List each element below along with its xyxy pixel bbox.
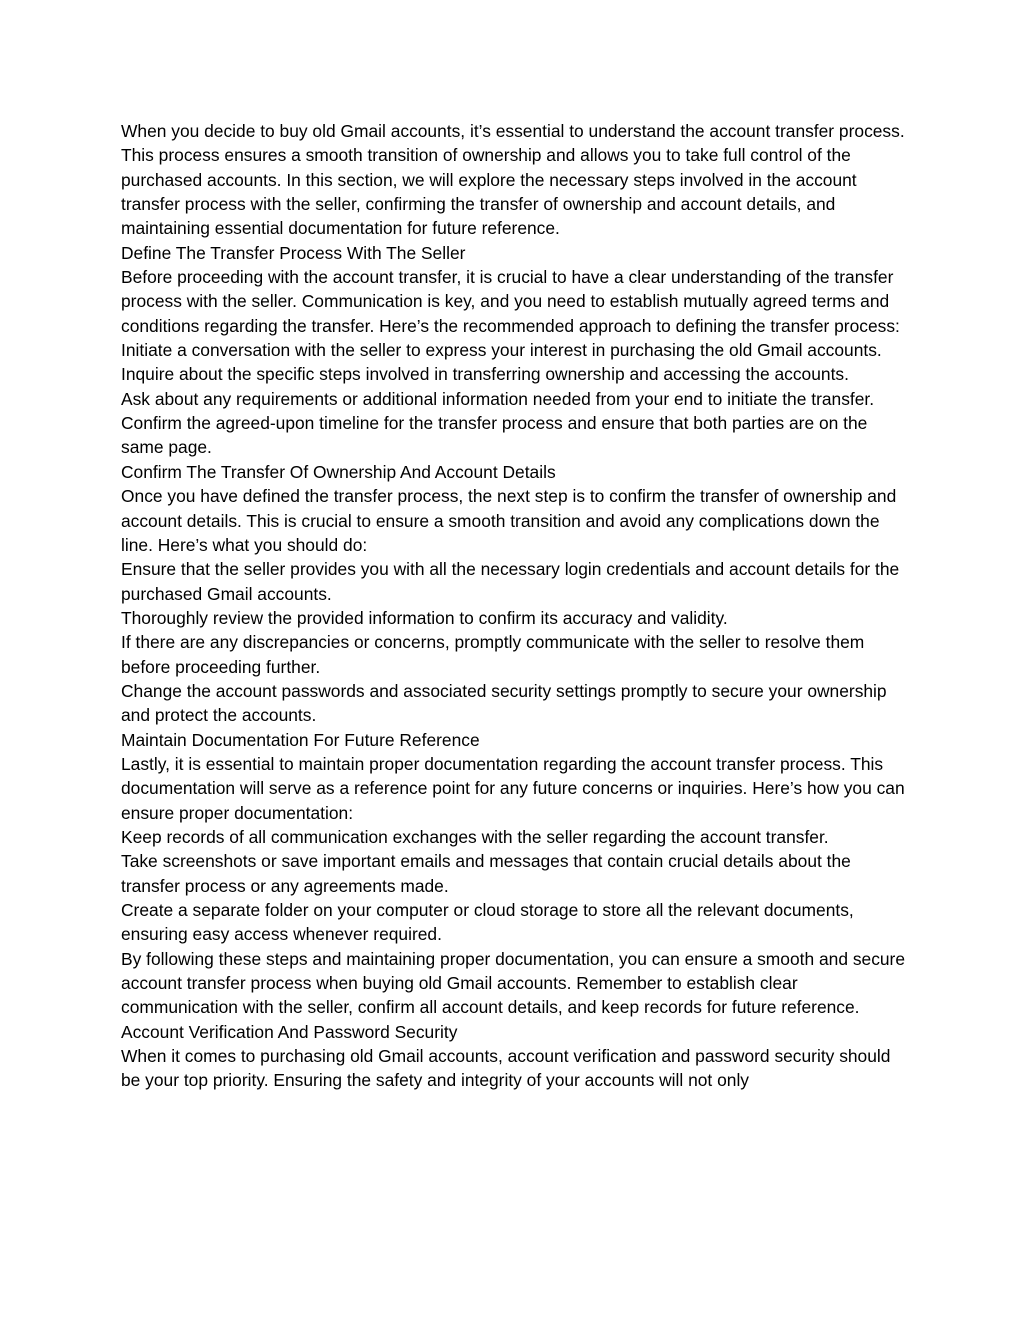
section-heading-confirm-transfer: Confirm The Transfer Of Ownership And Account Details [121, 461, 556, 482]
summary-paragraph: By following these steps and maintaining proper documentation, you can ensure a smooth and secure account transfer process when buying old Gmail accounts. Remember to establish clear communication with the seller, confirm all account details, and keep records for future reference. [121, 948, 906, 1018]
list-item: Create a separate folder on your computer or cloud storage to store all the relevant documents, ensuring easy access whenever required. [121, 900, 854, 945]
list-item: Keep records of all communication exchanges with the seller regarding the account transfer. [121, 826, 829, 847]
list-item: Inquire about the specific steps involved in transferring ownership and accessing the accounts. [121, 364, 849, 385]
section-heading-verification: Account Verification And Password Security [121, 1021, 458, 1042]
document-page [121, 119, 911, 1093]
list-item: Change the account passwords and associated security settings promptly to secure your ownership and protect the accounts. [121, 680, 887, 726]
section-heading-define-transfer: Define The Transfer Process With The Seller [121, 242, 466, 263]
confirm-transfer-paragraph: Once you have defined the transfer process, the next step is to confirm the transfer of ownership and account details. This is crucial to ensure a smooth transition and avoid any complications down the line. Here’s what you should do: [121, 486, 897, 555]
list-item: Thoroughly review the provided information to confirm its accuracy and validity. [121, 607, 728, 628]
list-item: Ask about any requirements or additional information needed from your end to initiate the transfer. [121, 388, 875, 409]
section-heading-documentation: Maintain Documentation For Future Reference [121, 729, 480, 750]
list-item: Initiate a conversation with the seller to express your interest in purchasing the old Gmail accounts. [121, 340, 882, 361]
list-item: Take screenshots or save important emails and messages that contain crucial details about the transfer process or any agreements made. [121, 851, 851, 896]
list-item: If there are any discrepancies or concerns, promptly communicate with the seller to resolve them before proceeding further. [121, 632, 865, 677]
documentation-paragraph: Lastly, it is essential to maintain proper documentation regarding the account transfer process. This documentation will serve as a reference point for any future concerns or inquiries. Here’s how you can ensure proper documentation: [121, 753, 905, 823]
define-transfer-paragraph: Before proceeding with the account transfer, it is crucial to have a clear understanding of the transfer process with the seller. Communication is key, and you need to establish mutually agreed terms and conditions regarding the transfer. Here’s the recommended approach to defining the transfer process: [121, 267, 900, 336]
verification-paragraph: When it comes to purchasing old Gmail accounts, account verification and password security should be your top priority. Ensuring the safety and integrity of your accounts will not only [121, 1046, 891, 1091]
list-item: Confirm the agreed-upon timeline for the transfer process and ensure that both parties are on the same page. [121, 413, 868, 458]
list-item: Ensure that the seller provides you with all the necessary login credentials and account details for the purchased Gmail accounts. [121, 559, 900, 604]
intro-paragraph: When you decide to buy old Gmail accounts, it’s essential to understand the account transfer process. This process ensures a smooth transition of ownership and allows you to take full control of the purchased accounts. In this section, we will explore the necessary steps involved in the account transfer process with the seller, confirming the transfer of ownership and account details, and maintaining essential documentation for future reference. [121, 121, 905, 239]
